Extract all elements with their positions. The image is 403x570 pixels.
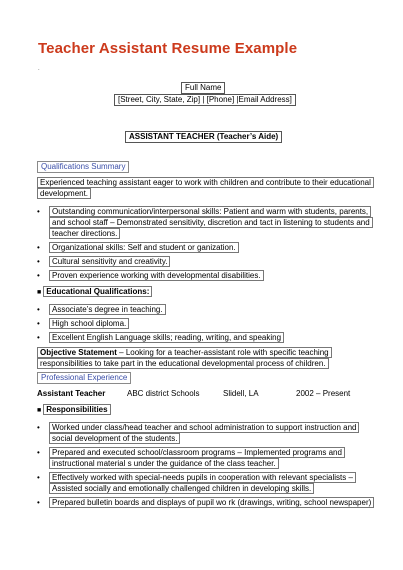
summary-intro-line: development. — [37, 188, 91, 199]
objective-label: Objective Statement — [40, 348, 117, 357]
full-name-field — [181, 82, 225, 94]
qualifications-summary-heading: Qualifications Summary — [37, 161, 129, 173]
document-title: Teacher Assistant Resume Example — [38, 40, 298, 57]
list-item — [36, 472, 374, 494]
list-item — [36, 270, 373, 281]
responsibilities-list — [36, 422, 374, 511]
job-dates: 2002 – Present — [296, 389, 351, 398]
separator-dot: . — [38, 66, 40, 72]
job-title: Assistant Teacher — [37, 389, 106, 398]
list-item — [36, 447, 374, 469]
job-location: Slidell, LA — [223, 389, 259, 398]
list-item-line: Associate’s degree in teaching. — [49, 304, 166, 315]
role-text: ASSISTANT TEACHER (Teacher’s Aide) — [125, 131, 282, 143]
list-item-line: Outstanding communication/interpersonal skills: Patient and warm with students, parents, — [49, 206, 371, 217]
qualifications-list — [36, 206, 373, 284]
job-organization: ABC district Schools — [127, 389, 200, 398]
address-text: [Street, City, State, Zip] | [Phone] |Email Address] — [114, 94, 296, 106]
list-item — [36, 206, 373, 239]
list-item — [36, 242, 373, 253]
list-item-line: Excellent English Language skills; reading, writing, and speaking — [49, 332, 284, 343]
education-heading-text: Educational Qualifications: — [43, 286, 152, 297]
square-bullet-icon: ■ — [37, 407, 42, 414]
education-list — [36, 304, 284, 346]
list-item-line: Cultural sensitivity and creativity. — [49, 256, 170, 267]
responsibilities-heading — [37, 405, 111, 414]
summary-intro — [37, 177, 374, 199]
list-item — [36, 422, 374, 444]
list-item — [36, 256, 373, 267]
list-item — [36, 497, 374, 508]
objective-line1: – Looking for a teacher-assistant role with specific teaching — [116, 348, 329, 357]
list-item — [36, 332, 284, 343]
summary-intro-line: Experienced teaching assistant eager to work with children and contribute to their educational — [37, 177, 374, 188]
list-item-line: Organizational skills: Self and student or ganization. — [49, 242, 239, 253]
list-item-line: Effectively worked with special-needs pupils in cooperation with relevant specialists – — [49, 472, 356, 483]
education-heading — [37, 287, 152, 296]
objective-statement — [37, 347, 332, 369]
list-item-line: Proven experience working with developmental disabilities. — [49, 270, 264, 281]
list-item-line: Worked under class/head teacher and school administration to support instruction and — [49, 422, 359, 433]
role-heading — [125, 131, 282, 143]
full-name-text: Full Name — [181, 82, 225, 94]
list-item-line: social development of the students. — [49, 433, 180, 444]
list-item-line: teacher directions. — [49, 228, 120, 239]
list-item — [36, 318, 284, 329]
list-item-line: Assisted socially and emotionally challenged children in developing skills. — [49, 483, 314, 494]
professional-experience-heading: Professional Experience — [37, 372, 131, 384]
contact-line — [114, 94, 296, 106]
list-item-line: instructional material s under the guidance of the class teacher. — [49, 458, 279, 469]
list-item-line: High school diploma. — [49, 318, 129, 329]
list-item-line: and school staff – Demonstrated sensitivity, discretion and tact in listening to students and — [49, 217, 373, 228]
square-bullet-icon: ■ — [37, 289, 42, 296]
responsibilities-heading-text: Responsibilities — [43, 404, 110, 415]
list-item — [36, 304, 284, 315]
list-item-line: Prepared and executed school/classroom programs – Implemented programs and — [49, 447, 345, 458]
objective-line2: responsibilities to take part in the educational developmental process of children. — [37, 358, 329, 369]
list-item-line: Prepared bulletin boards and displays of pupil wo rk (drawings, writing, school newspaper) — [49, 497, 374, 508]
